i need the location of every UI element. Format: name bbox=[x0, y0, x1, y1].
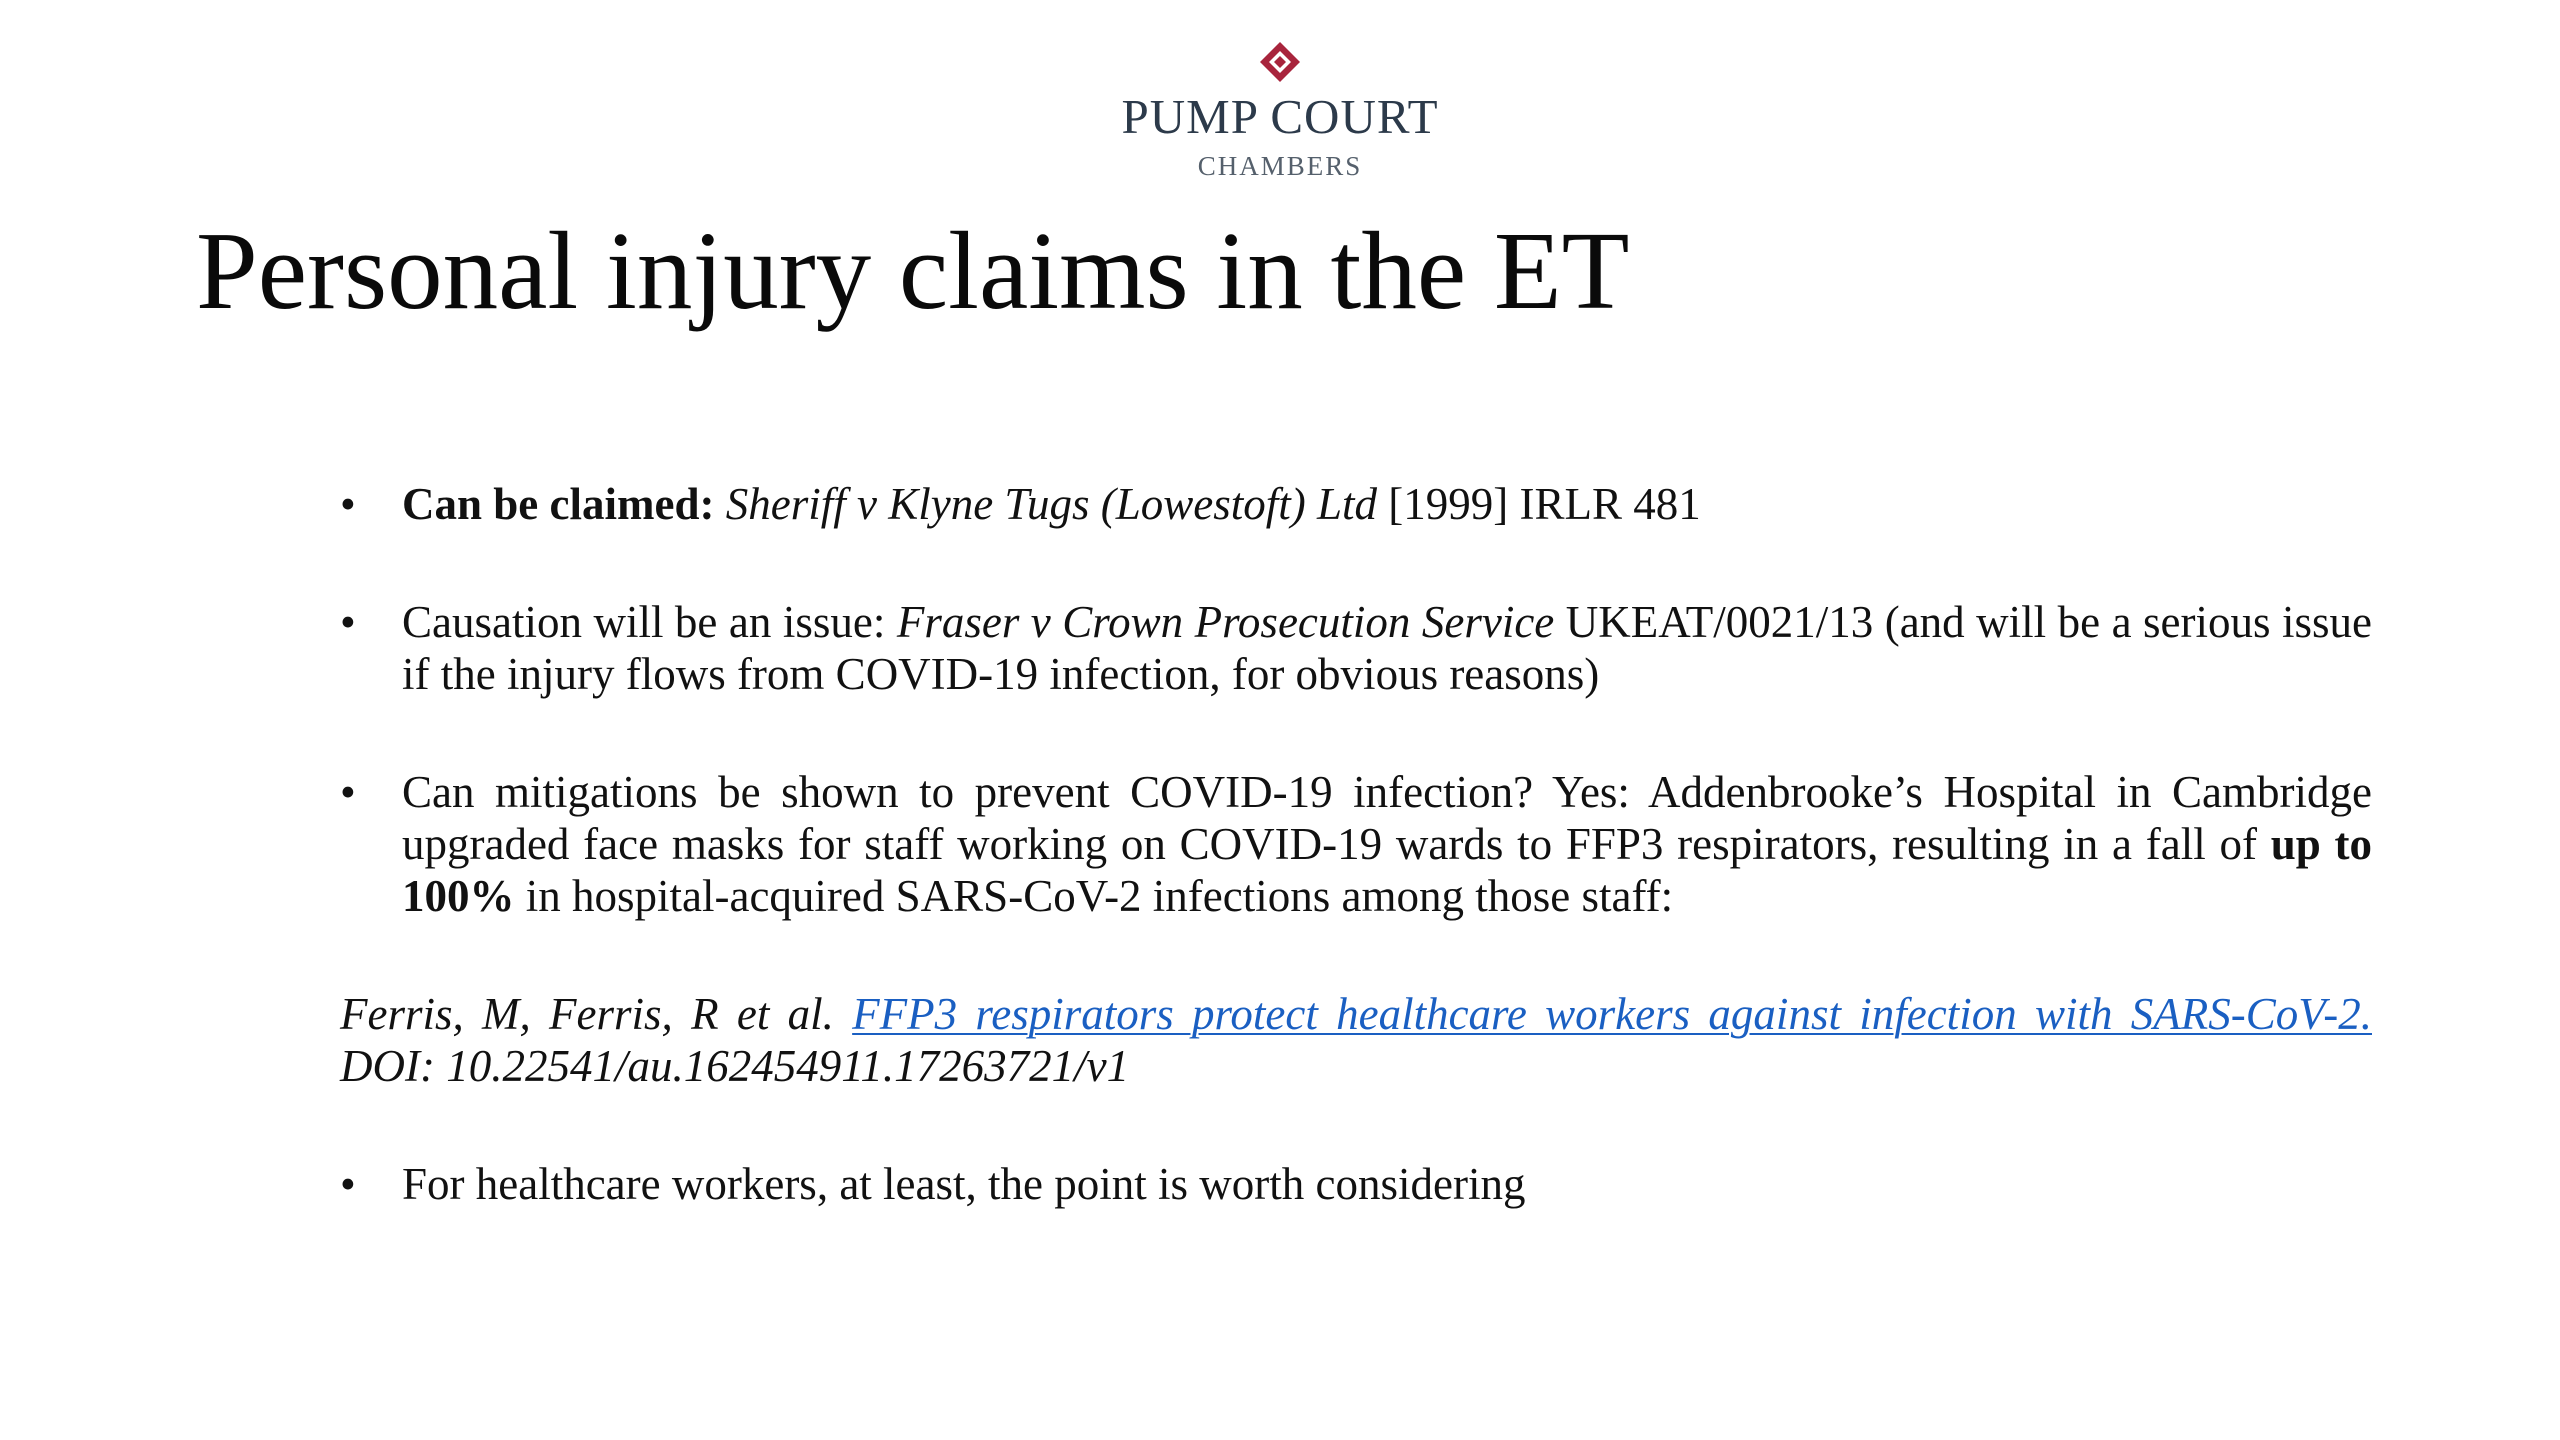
reference bbox=[340, 988, 2372, 1092]
bullet-icon: • bbox=[340, 597, 356, 647]
bullet-emphasis: up to 100% bbox=[402, 819, 2373, 921]
logo-name: PUMP COURT bbox=[1121, 89, 1439, 144]
case-name: Sheriff v Klyne Tugs (Lowestoft) Ltd bbox=[725, 479, 1378, 529]
bullet-text: in hospital-acquired SARS-CoV-2 infections among those staff: bbox=[525, 871, 1674, 921]
pump-court-logo bbox=[0, 40, 2560, 180]
bullet-healthcare-workers bbox=[340, 1158, 2372, 1210]
bullet-can-be-claimed bbox=[340, 478, 2372, 530]
bullet-text: UKEAT/0021/13 (and will be a serious issue if the injury flows from COVID-19 infection, for obvious reasons) bbox=[402, 597, 2373, 699]
bullet-icon: • bbox=[340, 479, 356, 529]
slide-title: Personal injury claims in the ET bbox=[196, 210, 1630, 333]
bullet-mitigations bbox=[340, 766, 2372, 922]
slide-body bbox=[340, 478, 2372, 1210]
bullet-text: Can mitigations be shown to prevent COVID-19 infection? Yes: Addenbrooke’s Hospital in Cambridge upgraded face masks for staff working on COVID-19 wards to FFP3 respirators, resulting in a fall of bbox=[402, 767, 2372, 869]
diamond-logo-icon bbox=[1258, 40, 1302, 84]
case-citation: [1999] IRLR 481 bbox=[1388, 479, 1701, 529]
reference-link[interactable]: FFP3 respirators protect healthcare workers against infection with SARS-CoV-2. bbox=[852, 989, 2372, 1039]
case-name: Fraser v Crown Prosecution Service bbox=[896, 597, 1555, 647]
bullet-lead: Can be claimed: bbox=[402, 479, 715, 529]
logo-subtitle: CHAMBERS bbox=[1197, 151, 1363, 181]
reference-doi: DOI: 10.22541/au.162454911.17263721/v1 bbox=[340, 1041, 1130, 1091]
bullet-lead: Causation will be an issue: bbox=[402, 597, 886, 647]
bullet-icon: • bbox=[340, 1159, 356, 1209]
reference-authors: Ferris, M, Ferris, R et al. bbox=[340, 989, 834, 1039]
bullet-causation bbox=[340, 596, 2372, 700]
bullet-text: For healthcare workers, at least, the point is worth considering bbox=[402, 1159, 1526, 1209]
bullet-icon: • bbox=[340, 767, 356, 817]
